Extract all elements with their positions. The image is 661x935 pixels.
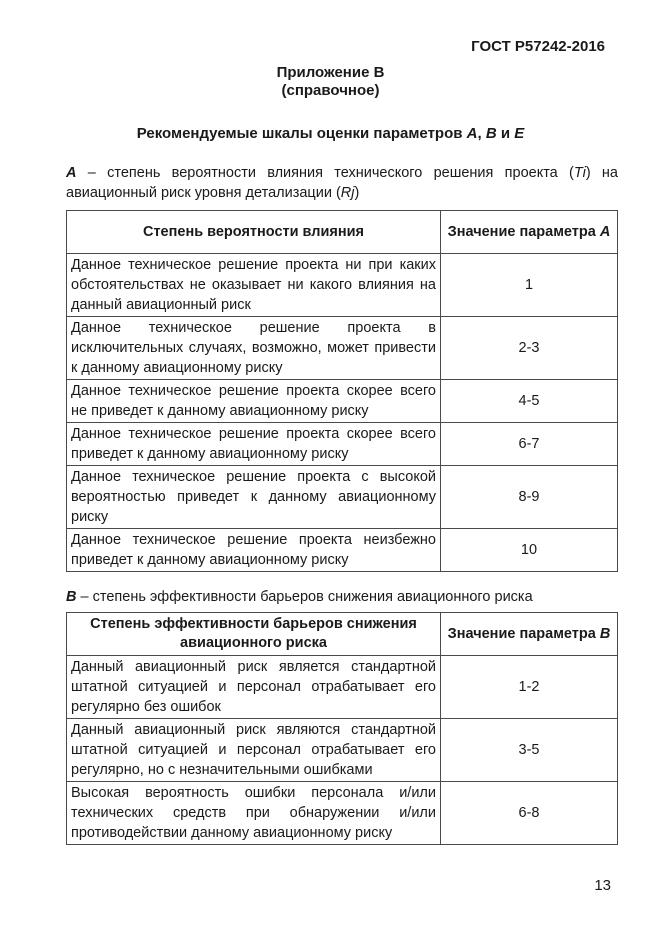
param-b-col-value-letter: В — [599, 625, 611, 642]
row-description: Данный авиационный риск являются стандартной штатной ситуацией и персонал отрабатывает его регулярно, но с незначительными ошибками — [67, 719, 441, 782]
page-number: 13 — [594, 877, 611, 894]
row-description: Данное техническое решение проекта скорее всего не приведет к данному авиационному риску — [67, 380, 441, 423]
row-value: 6-7 — [441, 423, 618, 466]
row-value: 1 — [441, 254, 618, 317]
section-title-e: Е — [514, 125, 525, 142]
row-description: Данное техническое решение проекта скорее всего приведет к данному авиационному риску — [67, 423, 441, 466]
param-a-text-1: – степень вероятности влияния технического решения проекта ( — [76, 165, 574, 181]
param-b-letter: В — [66, 589, 77, 605]
row-description: Данное техническое решение проекта в исключительных случаях, возможно, может привести к данному авиационному риску — [67, 317, 441, 380]
param-b-text: – степень эффективности барьеров снижения авиационного риска — [76, 589, 533, 605]
section-title — [0, 125, 661, 142]
table-row — [67, 719, 618, 782]
param-a-intro — [66, 163, 618, 203]
row-value: 2-3 — [441, 317, 618, 380]
param-a-rj: Rj — [340, 185, 355, 201]
param-a-col-value — [441, 211, 618, 254]
section-title-prefix: Рекомендуемые шкалы оценки параметров — [136, 125, 467, 142]
section-title-sep1: , — [477, 125, 486, 142]
section-title-b: В — [485, 125, 497, 142]
table-row — [67, 656, 618, 719]
param-b-col-value — [441, 613, 618, 656]
param-a-header-row — [67, 211, 618, 254]
param-a-text-2: ) на авиационный риск уровня детализации ( — [66, 165, 618, 201]
param-a-col-desc: Степень вероятности влияния — [67, 211, 441, 254]
row-description: Данное техническое решение проекта с высокой вероятностью приведет к данному авиационному риску — [67, 466, 441, 529]
appendix-subtitle: (справочное) — [281, 82, 380, 99]
param-b-header-row — [67, 613, 618, 656]
table-row — [67, 380, 618, 423]
param-a-col-value-prefix: Значение параметра — [447, 223, 600, 240]
param-a-col-value-letter: А — [599, 223, 611, 240]
section-title-a: А — [466, 125, 478, 142]
param-a-table — [66, 210, 618, 572]
param-b-intro — [66, 587, 618, 607]
table-row — [67, 317, 618, 380]
section-title-sep2: и — [496, 125, 515, 142]
appendix-title: Приложение В — [276, 64, 385, 81]
table-row — [67, 254, 618, 317]
row-value: 6-8 — [441, 782, 618, 845]
table-row — [67, 529, 618, 572]
standard-number: ГОСТ Р57242-2016 — [471, 38, 605, 55]
row-value: 1-2 — [441, 656, 618, 719]
table-row — [67, 466, 618, 529]
param-a-letter: А — [66, 165, 77, 181]
param-b-col-value-prefix: Значение параметра — [447, 625, 600, 642]
table-row — [67, 782, 618, 845]
row-description: Данное техническое решение проекта неизбежно приведет к данному авиационному риску — [67, 529, 441, 572]
table-row — [67, 423, 618, 466]
row-description: Высокая вероятность ошибки персонала и/или технических средств при обнаружении и/или противодействии данному авиационному риску — [67, 782, 441, 845]
param-b-table — [66, 612, 618, 845]
appendix-heading — [0, 64, 661, 100]
row-value: 3-5 — [441, 719, 618, 782]
param-a-ti: Ti — [573, 165, 586, 181]
row-description: Данное техническое решение проекта ни при каких обстоятельствах не оказывает ни какого влияния на данный авиационный риск — [67, 254, 441, 317]
param-b-col-desc: Степень эффективности барьеров снижения авиационного риска — [67, 613, 441, 656]
row-description: Данный авиационный риск является стандартной штатной ситуацией и персонал отрабатывает его регулярно без ошибок — [67, 656, 441, 719]
param-a-text-3: ) — [354, 185, 360, 201]
row-value: 10 — [441, 529, 618, 572]
row-value: 8-9 — [441, 466, 618, 529]
row-value: 4-5 — [441, 380, 618, 423]
